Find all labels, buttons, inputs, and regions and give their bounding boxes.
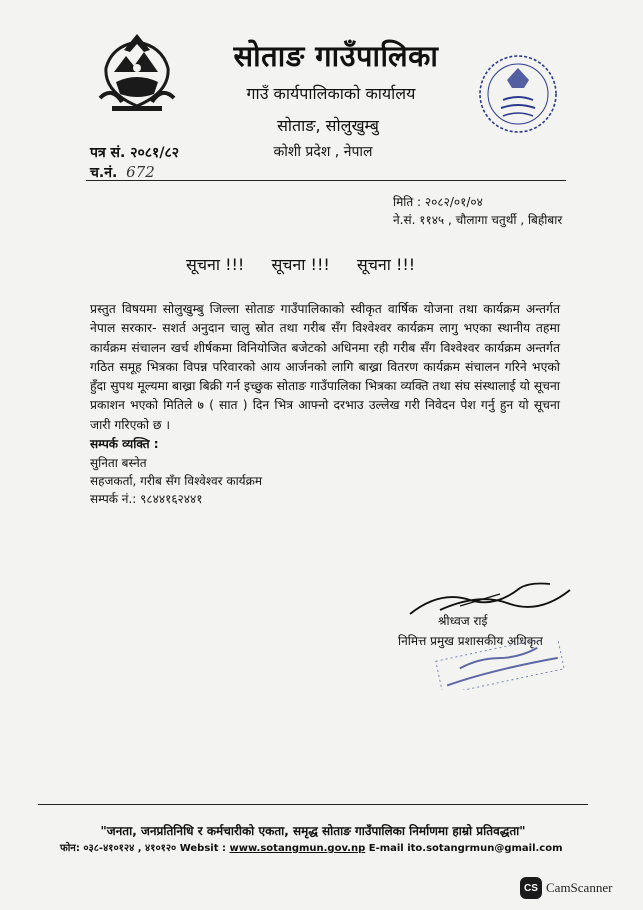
date-bs: मिति : २०८२/०१/०४ <box>393 195 483 209</box>
camscanner-label: CamScanner <box>546 880 613 895</box>
footer-website-link[interactable]: www.sotangmun.gov.np <box>229 843 366 854</box>
nepal-emblem-icon <box>92 28 182 114</box>
municipality-district: सोताङ, सोलुखुम्बु <box>277 116 379 135</box>
notice-word: सूचना !!! <box>356 255 416 274</box>
chalani-label: च.नं. <box>90 165 118 181</box>
office-name: गाउँ कार्यपालिकाको कार्यालय <box>246 84 416 103</box>
footer-email: E-mail ito.sotangrmun@gmail.com <box>368 843 563 854</box>
signatory-stamp-icon <box>430 640 570 690</box>
notice-heading <box>186 253 446 275</box>
signatory-name: श्रीध्वज राई <box>438 614 488 628</box>
province-line: कोशी प्रदेश , नेपाल <box>273 144 373 160</box>
chalani-value: 672 <box>126 163 155 181</box>
contact-heading: सम्पर्क व्यक्ति : <box>90 437 159 451</box>
contact-role: सहजकर्ता, गरीब सँग विश्वेश्वर कार्यक्रम <box>90 474 263 488</box>
signatory-title: निमित्त प्रमुख प्रशासकीय अधिकृत <box>398 634 543 648</box>
notice-word: सूचना !!! <box>186 255 245 274</box>
camscanner-watermark <box>520 877 630 899</box>
date-nepal-sambat: ने.सं. ११४५ , चौलागा चतुर्थी , बिहीबार <box>393 213 563 227</box>
contact-phone: सम्पर्क नं.: ९८४४१६२४४१ <box>90 492 203 506</box>
header-divider <box>86 180 566 181</box>
notice-body: प्रस्तुत विषयमा सोलुखुम्बु जिल्ला सोताङ गाउँपालिकाको स्वीकृत वार्षिक योजना तथा कार्यक्रम अन्तर्गत नेपाल सरकार- सशर्त अनुदान चालु स्रोत तथा गरीब सँग विश्वेश्वर कार्यक्रम लागु भएका स्थानीय तहमा कार्यक्रम संचालन खर्च शीर्षकमा विनियोजित बजेटको अधिनमा रही गरीब सँग विश्वेश्वर कार्यक्रम अन्तर्गत गठित समूह भित्रका विपन्न परिवारको आय आर्जनको लागि बाख्रा वितरण कार्यक्रम संचालन गरिने भएको हुँदा सुपथ मूल्यमा बाख्रा बिक्री गर्न इच्छुक सोताङ गाउँपालिका भित्रका व्यक्ति तथा संघ संस्थालाई यो सूचना प्रकाशन भएको मितिले ७ ( सात ) दिन भित्र आफ्नो दरभाउ उल्लेख गरी निवेदन पेश गर्नु हुन यो सूचना जारी गरिएको छ । <box>90 302 560 432</box>
camscanner-logo-icon: CS <box>520 877 542 899</box>
patra-number: पत्र सं. २०८१/८२ <box>90 145 180 161</box>
signature-icon <box>400 570 580 630</box>
round-office-seal-icon <box>477 50 559 138</box>
contact-name: सुनिता बस्नेत <box>90 456 147 470</box>
notice-word: सूचना !!! <box>271 255 330 274</box>
footer-phone: फोन: ०३८-४१०१२४ , ४१०१२० Websit : <box>60 843 226 854</box>
footer-contact <box>60 840 570 854</box>
footer-motto: "जनता, जनप्रतिनिधि र कर्मचारीको एकता, समृद्ध सोताङ गाउँपालिका निर्माणमा हाम्रो प्रतिवद्धता" <box>100 824 526 838</box>
footer-divider <box>38 804 588 805</box>
letterhead-title: सोताङ गाउँपालिका <box>233 39 439 73</box>
